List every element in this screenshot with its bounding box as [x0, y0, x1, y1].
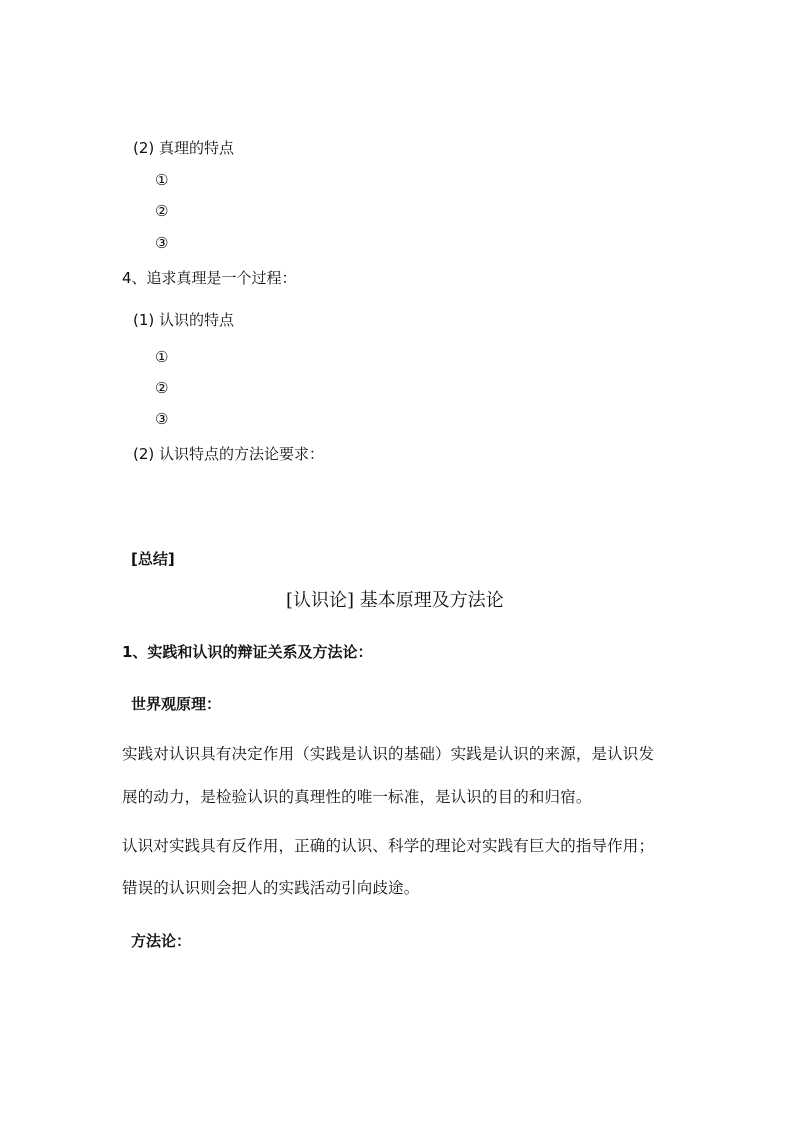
truth-item-2: ② [155, 202, 169, 220]
paragraph-2-line-2: 错误的认识则会把人的实践活动引向歧途。 [122, 879, 420, 897]
worldview-label: 世界观原理： [131, 695, 222, 713]
summary-label: [总结] [131, 550, 175, 568]
truth-features-heading: (2) 真理的特点 [133, 139, 235, 157]
point-1-heading: 1、实践和认识的辩证关系及方法论： [122, 643, 373, 661]
methodology-requirement-heading: (2) 认识特点的方法论要求： [133, 445, 325, 463]
paragraph-1-line-1: 实践对认识具有决定作用（实践是认识的基础）实践是认识的来源，是认识发 [122, 745, 655, 763]
cognition-item-2: ② [155, 379, 169, 397]
truth-item-1: ① [155, 171, 169, 189]
paragraph-1-line-2: 展的动力，是检验认识的真理性的唯一标准，是认识的目的和归宿。 [122, 788, 592, 806]
summary-title: [认识论] 基本原理及方法论 [286, 590, 504, 611]
cognition-item-3: ③ [155, 410, 169, 428]
methodology-label: 方法论： [131, 932, 192, 950]
section-4-heading: 4、追求真理是一个过程： [122, 269, 297, 287]
cognition-features-heading: (1) 认识的特点 [133, 311, 235, 329]
truth-item-3: ③ [155, 234, 169, 252]
cognition-item-1: ① [155, 348, 169, 366]
paragraph-2-line-1: 认识对实践具有反作用，正确的认识、科学的理论对实践有巨大的指导作用； [122, 837, 655, 855]
